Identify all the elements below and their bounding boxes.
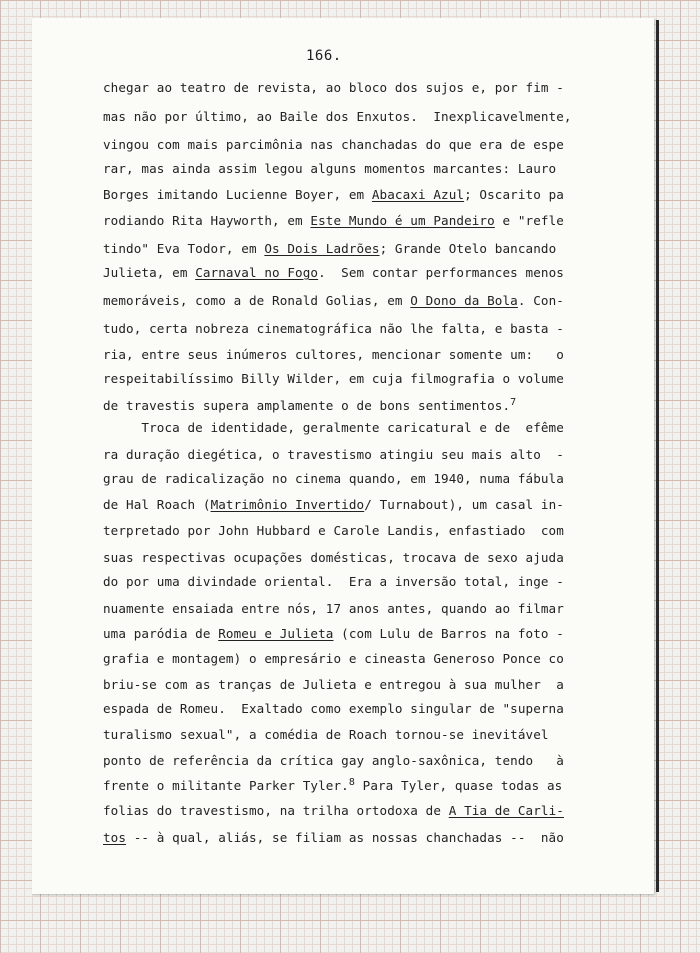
text-segment: uma paródia de (103, 626, 219, 641)
footnote-marker: 7 (510, 397, 517, 408)
text-line (103, 447, 583, 462)
text-segment: frente o militante Parker Tyler. (103, 778, 349, 794)
text-line (103, 397, 583, 413)
film-title: A Tia de Carli- (448, 803, 564, 818)
text-segment: turalismo sexual", a comédia de Roach tornou-se inevitável (103, 727, 549, 742)
text-segment: ; Grande Otelo bancando (379, 241, 557, 256)
text-line (103, 753, 583, 768)
page-number: 166. (306, 48, 342, 64)
text-segment: Troca de identidade, geralmente caricatural e de efême (103, 420, 564, 435)
text-segment: do por uma divindade oriental. Era a inversão total, inge - (103, 574, 564, 589)
text-line (103, 471, 583, 486)
text-line (103, 321, 583, 336)
text-segment: tindo" Eva Todor, em (103, 241, 265, 256)
text-line (103, 161, 583, 176)
text-line (103, 265, 583, 280)
text-segment: (com Lulu de Barros na foto - (333, 626, 564, 641)
text-segment: ; Oscarito pa (464, 187, 564, 202)
text-line (103, 241, 583, 256)
text-segment: de Hal Roach ( (103, 497, 211, 512)
footnote-marker: 8 (348, 777, 355, 788)
text-segment: grau de radicalização no cinema quando, em 1940, numa fábula (103, 471, 564, 486)
film-title: Os Dois Ladrões (264, 241, 380, 256)
text-segment: ponto de referência da crítica gay anglo-saxônica, tendo à (103, 753, 564, 768)
film-title: Este Mundo é um Pandeiro (310, 213, 495, 228)
film-title: Carnaval no Fogo (195, 265, 319, 280)
text-line (103, 293, 583, 308)
text-segment: rodiando Rita Hayworth, em (103, 213, 311, 228)
text-segment: -- à qual, aliás, se filiam as nossas chanchadas -- não (126, 830, 564, 845)
text-segment: grafia e montagem) o empresário e cineasta Generoso Ponce co (103, 651, 564, 666)
film-title: tos (103, 830, 127, 845)
text-line (103, 213, 583, 228)
text-segment: de travestis supera amplamente o de bons sentimentos. (103, 398, 511, 414)
text-segment: Borges imitando Lucienne Boyer, em (103, 187, 372, 202)
film-title: Abacaxi Azul (371, 187, 465, 202)
text-segment: rar, mas ainda assim legou alguns momentos marcantes: Lauro (103, 161, 557, 176)
text-line (103, 574, 583, 589)
text-segment: briu-se com as tranças de Julieta e entregou à sua mulher a (103, 677, 564, 692)
text-segment: memoráveis, como a de Ronald Golias, em (103, 293, 411, 308)
text-line (103, 347, 583, 362)
text-line (103, 727, 583, 742)
text-segment: / Turnabout), um casal in- (364, 497, 564, 512)
film-title: O Dono da Bola (410, 293, 518, 308)
text-segment: . Sem contar performances menos (318, 265, 564, 280)
film-title: Romeu e Julieta (218, 626, 334, 641)
text-line (103, 420, 583, 435)
text-line (103, 677, 583, 692)
text-segment: mas não por último, ao Baile dos Enxutos. Inexplicavelmente, (103, 109, 572, 124)
text-line (103, 651, 583, 666)
text-segment: Julieta, em (103, 265, 196, 280)
text-segment: respeitabilíssimo Billy Wilder, em cuja filmografia o volume (103, 371, 564, 386)
text-segment: e "refle (494, 213, 564, 228)
text-segment: ra duração diegética, o travestismo atingiu seu mais alto - (103, 447, 564, 462)
text-line (103, 550, 583, 565)
text-line (103, 601, 583, 616)
text-line (103, 497, 583, 512)
film-title: Matrimônio Invertido (210, 497, 365, 512)
page-edge-shadow (656, 20, 659, 892)
text-line (103, 109, 583, 124)
text-line (103, 187, 583, 202)
text-line (103, 777, 583, 793)
text-segment: chegar ao teatro de revista, ao bloco dos sujos e, por fim - (103, 80, 564, 95)
text-line (103, 803, 583, 818)
text-segment: suas respectivas ocupações domésticas, trocava de sexo ajuda (103, 550, 564, 565)
text-line (103, 80, 583, 95)
text-segment: vingou com mais parcimônia nas chanchadas do que era de espe (103, 137, 564, 152)
text-segment: folias do travestismo, na trilha ortodoxa de (103, 803, 449, 818)
text-segment: ria, entre seus inúmeros cultores, mencionar somente um: o (103, 347, 564, 362)
text-segment: nuamente ensaiada entre nós, 17 anos antes, quando ao filmar (103, 601, 564, 616)
text-line (103, 371, 583, 386)
text-line (103, 701, 583, 716)
text-segment: espada de Romeu. Exaltado como exemplo singular de "superna (103, 701, 564, 716)
text-segment: tudo, certa nobreza cinematográfica não lhe falta, e basta - (103, 321, 564, 336)
text-line (103, 626, 583, 641)
text-line (103, 523, 583, 538)
text-line (103, 137, 583, 152)
text-segment: . Con- (517, 293, 564, 308)
text-segment: terpretado por John Hubbard e Carole Landis, enfastiado com (103, 523, 564, 538)
text-segment: Para Tyler, quase todas as (354, 778, 563, 794)
text-line (103, 830, 583, 845)
